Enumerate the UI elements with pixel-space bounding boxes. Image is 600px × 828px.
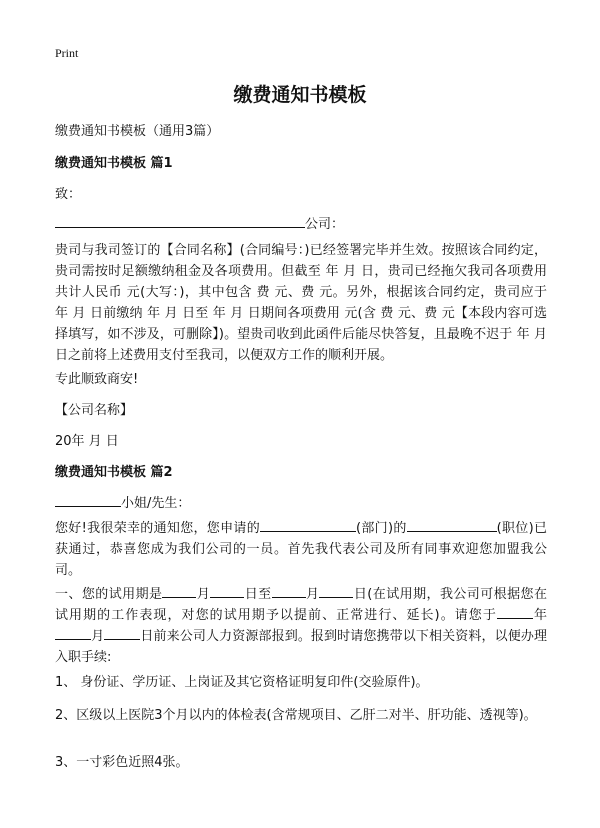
probation-start-day-blank [210,584,244,598]
probation-start-month-blank [162,584,196,598]
requirement-item-1: 1、 身份证、学历证、上岗证及其它资格证明复印件(交验原件)。 [55,675,429,690]
section1-date: 20年 月 日 [55,434,119,449]
probation-end-month-blank [272,584,306,598]
p2-month3: 月 [91,629,105,644]
p2-text-c: 日前来公司人力资源部报到。报到时请您携带以下相关资料，以便办理入职手续: [55,629,547,665]
name-blank [55,493,121,507]
company-blank [55,214,305,228]
p2-text-a: 一、您的试用期是 [55,587,163,602]
document-subtitle: 缴费通知书模板（通用3篇） [55,124,220,139]
section2-paragraph1 [55,518,547,581]
section1-paragraph: 贵司与我司签订的【合同名称】(合同编号：)已经签署完毕并生效。按照该合同约定，贵司需按时足额缴纳租金及各项费用。但截至 年 月 日，贵司已经拖欠我司各项费用共计人民币 元(大写：)，其中包含 费 元、费 元。另外，根据该合同约定，贵司应于 年 月 日前缴纳 年 月 日至 年 月 日期间各项费用 元(含 费 元、费 元【本段内容可选择填写，如不涉及，可删除】)。望贵司收到此函件后能尽快答复，且最晚不迟于 年 月 日之前将上述费用支付至我司，以便双方工作的顺利开展。 [55,243,547,363]
p1-text-c: (职位)已获通过，恭喜您成为我们公司的一员。首先我代表公司及所有同事欢迎您加盟我公司。 [55,521,547,578]
document-title: 缴费通知书模板 [233,84,367,106]
department-blank [260,518,356,532]
requirement-item-3: 3、一寸彩色近照4张。 [55,755,189,770]
p2-month: 月 [196,587,211,602]
report-year-blank [497,605,533,619]
report-day-blank [104,626,140,640]
section2-salutation-line [55,492,190,511]
probation-end-day-blank [319,584,353,598]
p2-year: 年 [532,608,547,623]
section1-heading: 缴费通知书模板 篇1 [55,156,173,171]
section2-heading: 缴费通知书模板 篇2 [55,465,173,480]
section1-company-name: 【公司名称】 [55,403,134,418]
p2-month2: 月 [305,587,320,602]
company-suffix: 公司： [305,217,345,232]
requirement-item-2: 2、区级以上医院3个月以内的体检表(含常规项目、乙肝二对半、肝功能、透视等)。 [55,708,537,723]
report-month-blank [55,626,91,640]
p2-text-b: 日(在试用期，我公司可根据您在试用期的工作表现，对您的试用期予以提前、正常进行、延长)。请您于 [55,587,547,623]
section1-company-line [55,213,344,232]
position-blank [407,518,497,532]
p2-day-to: 日至 [244,587,272,602]
section1-closing: 专此顺致商安! [55,372,139,387]
section1-to: 致： [55,187,82,202]
salutation-text: 小姐/先生： [121,496,191,511]
p1-text-a: 您好!我很荣幸的通知您，您申请的 [55,521,260,536]
p1-text-b: (部门)的 [356,521,407,536]
section2-paragraph2 [55,584,547,668]
print-label: Print [55,46,79,60]
